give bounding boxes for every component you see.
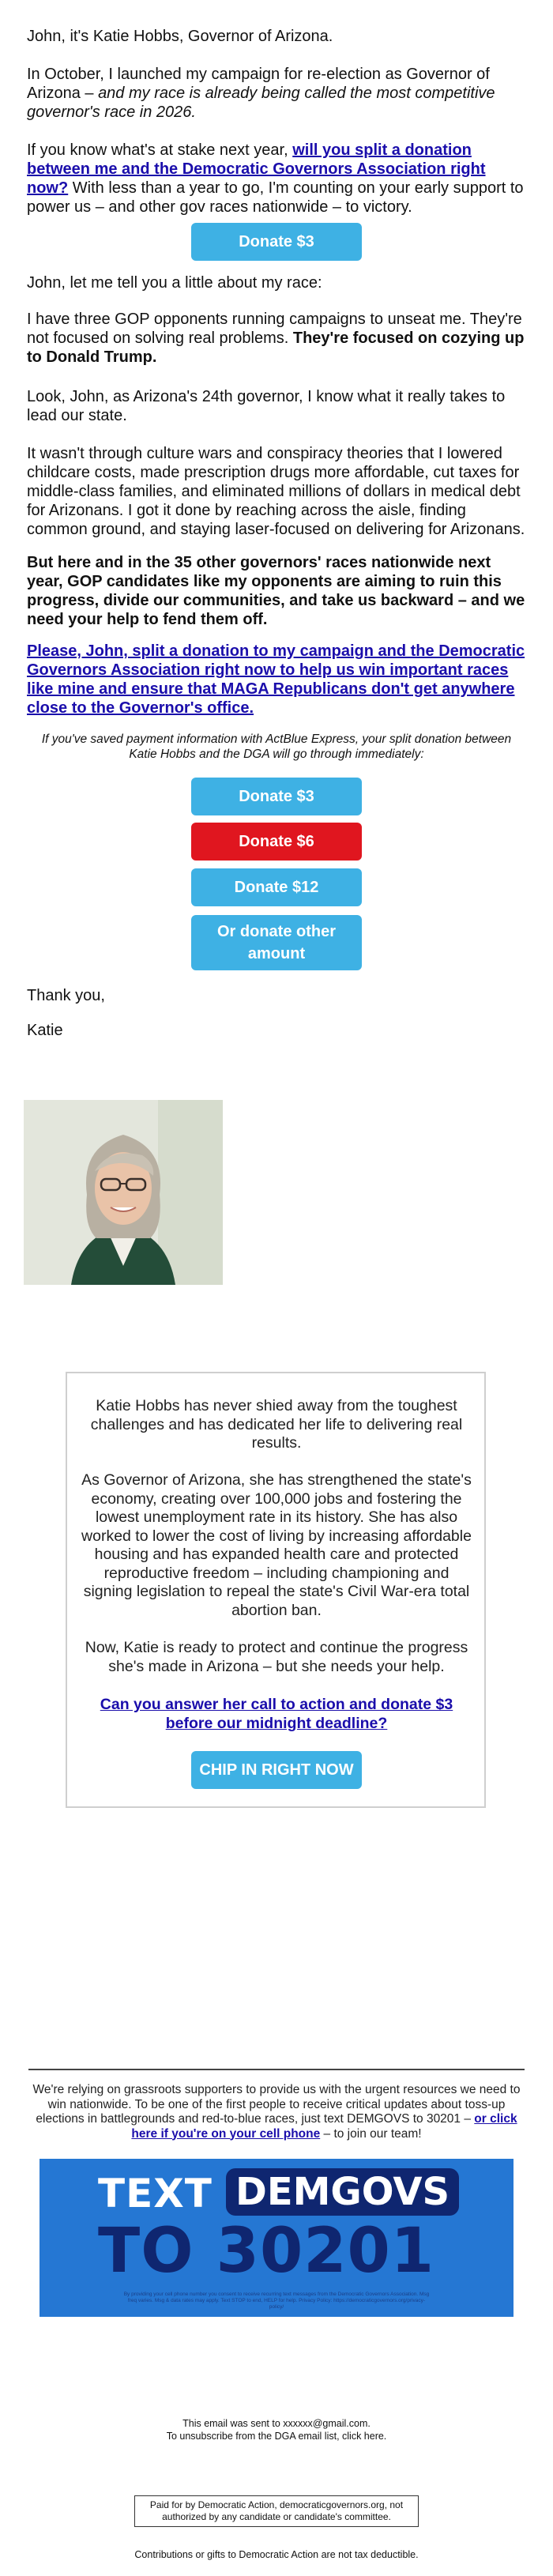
grassroots-paragraph	[28, 2083, 525, 2141]
opponents-plain: I have three GOP opponents running campaigns to unseat me. They're not focused on solving real problems.	[27, 311, 522, 347]
banner-text-word: TEXT	[98, 2171, 213, 2216]
opponents-paragraph	[27, 310, 526, 367]
donate-3-button-top[interactable]: Donate $3	[191, 223, 362, 261]
katie-hobbs-photo	[24, 1100, 223, 1285]
bio-p3: Now, Katie is ready to protect and continue the progress she's made in Arizona – but she needs your help.	[85, 1639, 468, 1675]
intro-plain: In October, I launched my campaign for re-election as Governor of Arizona –	[27, 66, 490, 102]
split-donation-link-2[interactable]: Please, John, split a donation to my campaign and the Democratic Governors Association right now to help us win important races like mine and ensure that MAGA Republicans don't get anywhere close to the Governor's office.	[27, 642, 525, 717]
donate-3-button[interactable]: Donate $3	[191, 778, 362, 815]
intro-italic: and my race is already being called the most competitive governor's race in 2026.	[27, 85, 495, 121]
bio-box	[66, 1372, 486, 1808]
signature: Katie	[27, 1022, 63, 1039]
donate-12-button[interactable]: Donate $12	[191, 868, 362, 906]
banner-demgovs-badge: DEMGOVS	[226, 2168, 459, 2216]
signoff: Thank you,	[27, 987, 105, 1004]
intro-paragraph	[27, 65, 526, 122]
bio-p1: Katie Hobbs has never shied away from the toughest challenges and has dedicated her life to delivering real results.	[90, 1397, 463, 1452]
portrait-illustration	[24, 1100, 223, 1285]
actblue-notice: If you've saved payment information with ActBlue Express, your split donation between Katie Hobbs and the DGA will go through immediately:	[41, 733, 512, 761]
record-paragraph: It wasn't through culture wars and conspiracy theories that I lowered childcare costs, made prescription drugs more affordable, cut taxes for middle-class families, and eliminated millions of dollars in medical debt for Arizonans. I got it done by reaching across the aisle, finding common ground, and staying laser-focused on delivering for Arizonans.	[27, 445, 525, 538]
paid-for-box	[134, 2495, 419, 2527]
unsubscribe-link[interactable]: To unsubscribe from the DGA email list, click here.	[166, 2431, 387, 2442]
banner-to-number: TO 30201	[98, 2216, 435, 2287]
greeting: John, it's Katie Hobbs, Governor of Arizona.	[27, 28, 333, 45]
footer-divider	[28, 2069, 525, 2070]
cell-phone-link[interactable]: or click here if you're on your cell phone	[131, 2112, 517, 2141]
race-intro: John, let me tell you a little about my race:	[27, 274, 322, 292]
ask-tail: With less than a year to go, I'm counting on your early support to power us – and other gov races nationwide – to victory.	[27, 179, 524, 216]
governor-paragraph: Look, John, as Arizona's 24th governor, I know what it really takes to lead our state.	[27, 388, 506, 424]
ask-paragraph-2	[27, 642, 526, 717]
bio-link-paragraph	[81, 1696, 472, 1733]
bio-donate-link[interactable]: Can you answer her call to action and donate $3 before our midnight deadline?	[100, 1696, 453, 1732]
stakes-paragraph: But here and in the 35 other governors' races nationwide next year, GOP candidates like my opponents are aiming to ruin this progress, divide our communities, and take us backward – and we need your help to fend them off.	[27, 554, 525, 628]
bio-p2: As Governor of Arizona, she has strengthened the state's economy, creating over 100,000 jobs and fostering the lowest unemployment rate in its history. She has also worked to lower the cost of living by increasing affordable housing and has expanded health care and protected reproductive freedom – including championing and signing legislation to repeal the state's Civil War-era total abortion ban.	[81, 1471, 472, 1619]
grassroots-tail: – to join our team!	[320, 2126, 422, 2141]
opponents-bold: They're focused on cozying up to Donald Trump.	[27, 330, 525, 366]
donate-other-button[interactable]: Or donate other amount	[191, 915, 362, 970]
ask-lead: If you know what's at stake next year,	[27, 141, 293, 159]
banner-fine-print: By providing your cell phone number you consent to receive recurring text messages from the Democratic Governors Association. Msg freq varies. Msg & data rates may apply. Text STOP to end, HELP for help. Privacy Policy: https://democraticgovernors.org/privacy-policy/	[123, 2292, 430, 2310]
paid-for-text: Paid for by Democratic Action, democraticgovernors.org, not authorized by any candidate or candidate's committee.	[149, 2499, 404, 2522]
grassroots-text: We're relying on grassroots supporters to provide us with the urgent resources we need to win nationwide. To be one of the first people to receive critical updates about toss-up elections in battlegrounds and red-to-blue races, just text DEMGOVS to 30201 –	[32, 2083, 521, 2126]
tax-disclaimer: Contributions or gifts to Democratic Action are not tax deductible.	[134, 2549, 419, 2560]
text-demgovs-banner[interactable]	[40, 2159, 514, 2317]
chip-in-button[interactable]: CHIP IN RIGHT NOW	[191, 1751, 362, 1789]
ask-paragraph	[27, 141, 526, 217]
split-donation-link[interactable]: will you split a donation between me and the Democratic Governors Association right now?	[27, 141, 486, 197]
sent-to: This email was sent to xxxxxx@gmail.com.	[182, 2418, 371, 2429]
donate-6-button[interactable]: Donate $6	[191, 823, 362, 861]
